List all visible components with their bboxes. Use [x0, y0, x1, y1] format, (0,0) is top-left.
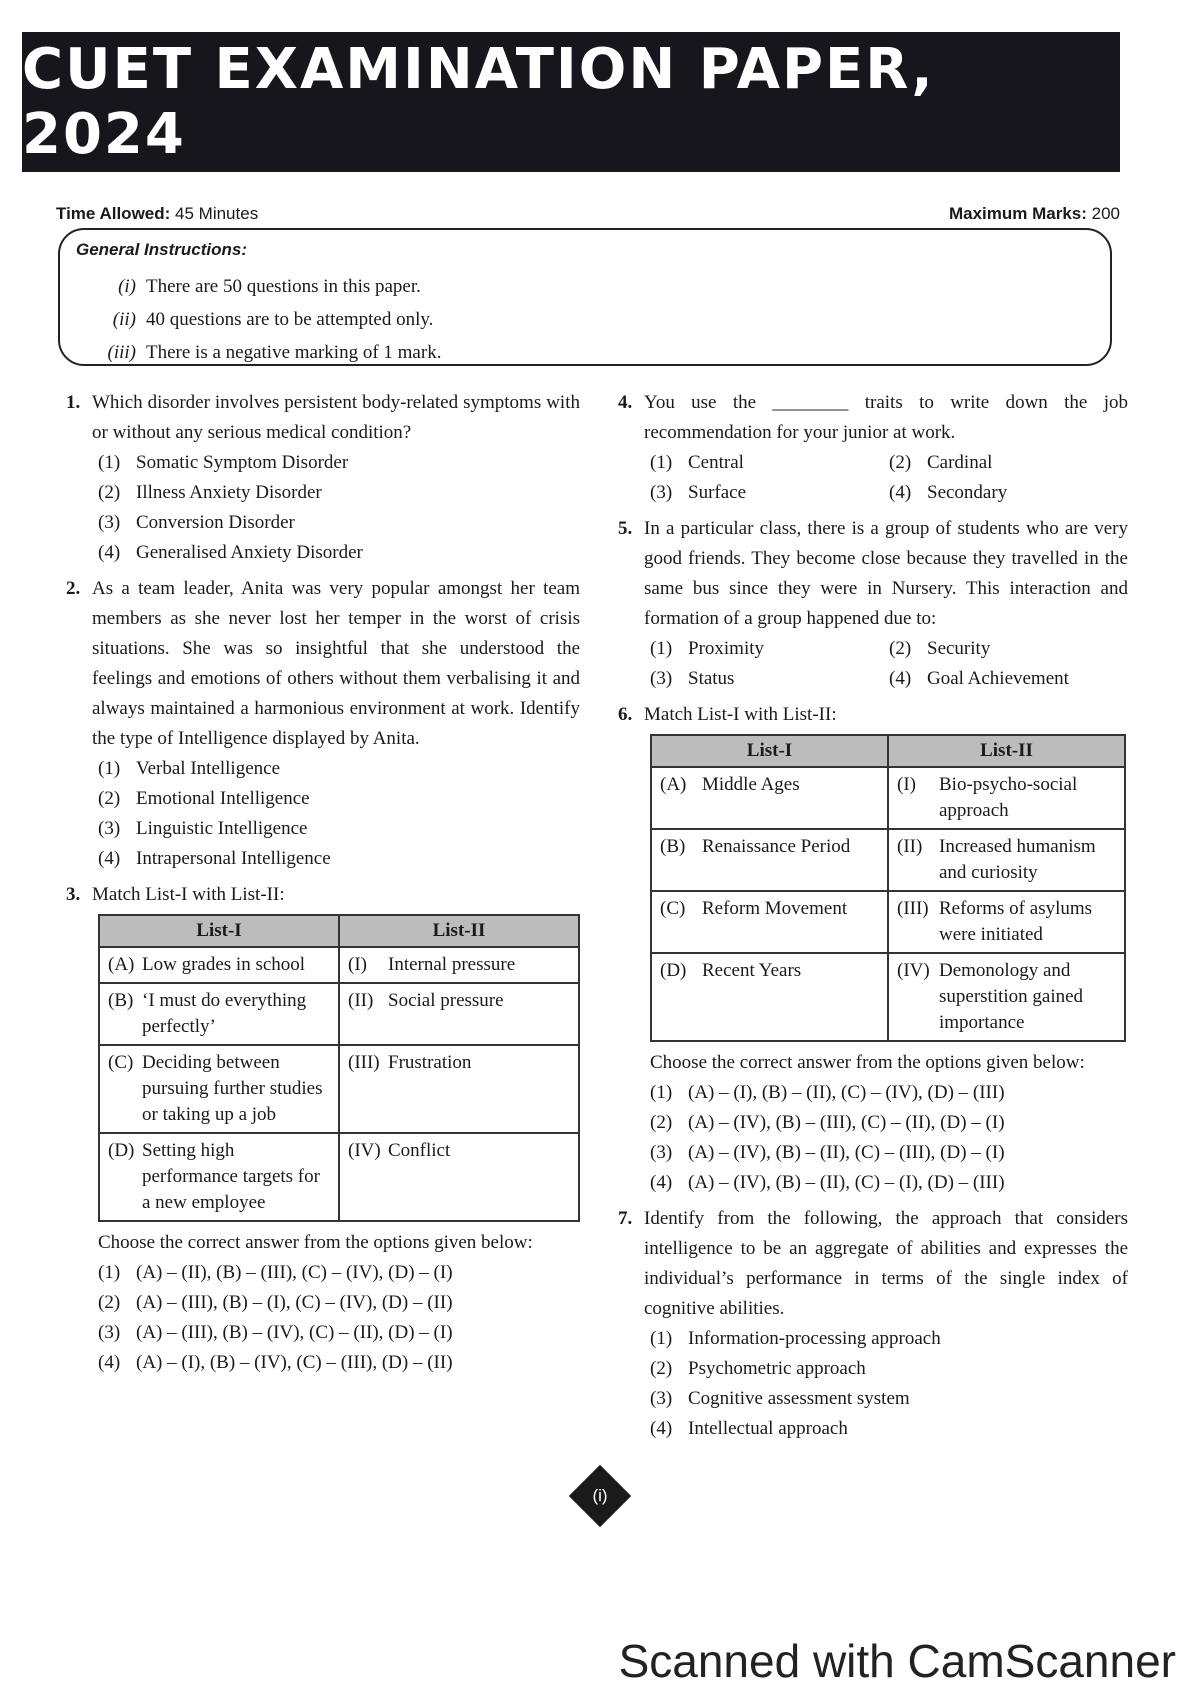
cell-text: Conflict [388, 1140, 451, 1161]
instruction-number: (ii) [112, 309, 136, 330]
general-instructions-box [58, 228, 1112, 366]
cell-label: (A) [660, 774, 687, 795]
cell-label: (I) [348, 954, 367, 975]
option[interactable] [66, 538, 580, 568]
option-number: (2) [98, 482, 121, 503]
table-cell [651, 767, 888, 829]
option-number: (2) [98, 1292, 121, 1313]
page-title: CUET EXAMINATION PAPER, 2024 [22, 37, 935, 167]
instruction-text: There is a negative marking of 1 mark. [146, 342, 442, 363]
option[interactable] [66, 814, 580, 844]
cell-text: Low grades in school [142, 954, 306, 975]
instruction-item [96, 336, 441, 369]
option[interactable] [650, 664, 889, 694]
option-text: (A) – (IV), (B) – (II), (C) – (I), (D) – (III) [688, 1172, 1005, 1193]
option-text: (A) – (I), (B) – (IV), (C) – (III), (D) – (II) [136, 1352, 453, 1373]
table-header-row [99, 915, 579, 947]
time-allowed-value: 45 Minutes [175, 204, 259, 223]
cell-label: (A) [108, 954, 135, 975]
column-header: List-I [651, 735, 888, 767]
cell-label: (B) [108, 990, 134, 1011]
option-text: Central [688, 452, 744, 473]
left-column [66, 388, 580, 1378]
maximum-marks-label: Maximum Marks: [948, 204, 1087, 223]
question-number: 2. [66, 578, 81, 599]
question-text: Which disorder involves persistent body-related symptoms with or without any serious medical condition? [92, 392, 580, 443]
question-number: 3. [66, 884, 81, 905]
option-text: (A) – (III), (B) – (IV), (C) – (II), (D) – (I) [136, 1322, 453, 1343]
option-number: (1) [98, 1262, 121, 1283]
option[interactable] [889, 664, 1128, 694]
question-text: In a particular class, there is a group of students who are very good friends. They become close because they travelled in the same bus since they were in Nursery. This interaction and formation of a group happened due to: [644, 518, 1128, 629]
option[interactable] [889, 478, 1128, 508]
option-text: Intellectual approach [688, 1418, 848, 1439]
option-text: Surface [688, 482, 747, 503]
option-text: Status [688, 668, 735, 689]
cell-label: (III) [897, 898, 929, 919]
cell-text: Frustration [388, 1052, 472, 1073]
time-allowed-label: Time Allowed: [56, 204, 171, 223]
option-text: (A) – (IV), (B) – (III), (C) – (II), (D) – (I) [688, 1112, 1005, 1133]
table-cell [339, 947, 579, 983]
option[interactable] [66, 784, 580, 814]
page-title-banner [22, 32, 1120, 172]
table-row [99, 1133, 579, 1221]
option[interactable] [618, 1108, 1128, 1138]
option[interactable] [66, 1318, 580, 1348]
cell-label: (IV) [897, 960, 930, 981]
cell-text: Demonology and superstition gained importance [939, 960, 1084, 1033]
table-cell [99, 983, 339, 1045]
option-text: Secondary [927, 482, 1008, 503]
question-1 [66, 388, 580, 448]
option[interactable] [66, 508, 580, 538]
table-row [99, 947, 579, 983]
table-row [651, 891, 1125, 953]
option[interactable] [618, 1384, 1128, 1414]
question-text: Identify from the following, the approach that considers intelligence to be an aggregate of abilities and expresses the individual’s performance in terms of the single index of cognitive abilities. [644, 1208, 1128, 1319]
option-text: Generalised Anxiety Disorder [136, 542, 363, 563]
table-cell [99, 1045, 339, 1133]
option-number: (3) [650, 482, 673, 503]
option[interactable] [66, 478, 580, 508]
cell-text: Social pressure [388, 990, 504, 1011]
option[interactable] [66, 1288, 580, 1318]
option-text: (A) – (I), (B) – (II), (C) – (IV), (D) – (III) [688, 1082, 1005, 1103]
option-text: Cardinal [927, 452, 993, 473]
option[interactable] [650, 478, 889, 508]
instruction-text: 40 questions are to be attempted only. [146, 309, 434, 330]
option-number: (4) [889, 482, 912, 503]
question-7 [618, 1204, 1128, 1324]
option[interactable] [618, 1354, 1128, 1384]
option-number: (4) [889, 668, 912, 689]
option-number: (2) [889, 452, 912, 473]
option[interactable] [618, 1324, 1128, 1354]
option-text: (A) – (IV), (B) – (II), (C) – (III), (D) – (I) [688, 1142, 1005, 1163]
cell-text: Setting high performance targets for a new employee [142, 1140, 320, 1213]
options-grid [618, 448, 1128, 508]
table-cell [651, 891, 888, 953]
table-row [99, 983, 579, 1045]
question-2 [66, 574, 580, 754]
cell-label: (IV) [348, 1140, 381, 1161]
option-number: (4) [650, 1418, 673, 1439]
column-header: List-II [888, 735, 1125, 767]
option-number: (4) [650, 1172, 673, 1193]
table-cell [339, 1045, 579, 1133]
option-text: Somatic Symptom Disorder [136, 452, 349, 473]
cell-text: ‘I must do everything perfectly’ [142, 990, 307, 1037]
choose-instruction: Choose the correct answer from the options given below: [98, 1232, 533, 1253]
options-grid [618, 634, 1128, 694]
option-number: (4) [98, 848, 121, 869]
table-row [651, 767, 1125, 829]
cell-label: (D) [660, 960, 687, 981]
option[interactable] [618, 1078, 1128, 1108]
table-cell [651, 953, 888, 1041]
cell-label: (D) [108, 1140, 135, 1161]
cell-text: Internal pressure [388, 954, 516, 975]
option-text: (A) – (III), (B) – (I), (C) – (IV), (D) – (II) [136, 1292, 453, 1313]
option-text: Conversion Disorder [136, 512, 295, 533]
right-column [618, 388, 1128, 1444]
option-number: (3) [98, 818, 121, 839]
question-text: Match List-I with List-II: [92, 884, 285, 905]
option-text: Goal Achievement [927, 668, 1069, 689]
table-cell [339, 1133, 579, 1221]
table-row [651, 829, 1125, 891]
option-number: (2) [98, 788, 121, 809]
cell-text: Renaissance Period [702, 836, 851, 857]
option[interactable] [650, 634, 889, 664]
table-cell [888, 953, 1125, 1041]
option[interactable] [618, 1414, 1128, 1444]
cell-label: (II) [348, 990, 374, 1011]
cell-label: (II) [897, 836, 923, 857]
option-text: Verbal Intelligence [136, 758, 281, 779]
cell-text: Deciding between pursuing further studies or taking up a job [142, 1052, 323, 1125]
option[interactable] [618, 1138, 1128, 1168]
option[interactable] [66, 1258, 580, 1288]
option-number: (3) [650, 1142, 673, 1163]
option-text: Illness Anxiety Disorder [136, 482, 322, 503]
question-number: 5. [618, 518, 633, 539]
instruction-number: (iii) [107, 342, 136, 363]
question-text: As a team leader, Anita was very popular amongst her team members as she never lost her temper in the worst of crisis situations. She was so insightful that she understood the feelings and emotions of others without them verbalising it and always maintained a harmonious environment at work. Identify the type of Intelligence displayed by Anita. [92, 578, 580, 749]
table-cell [888, 767, 1125, 829]
instruction-item [96, 303, 441, 336]
question-number: 1. [66, 392, 81, 413]
instruction-item [96, 270, 441, 303]
page-number: (i) [592, 1486, 608, 1505]
question-5 [618, 514, 1128, 634]
option[interactable] [66, 448, 580, 478]
cell-text: Increased humanism and curiosity [939, 836, 1096, 883]
cell-label: (III) [348, 1052, 380, 1073]
option[interactable] [66, 754, 580, 784]
option-text: Security [927, 638, 991, 659]
instructions-list [96, 270, 441, 369]
option-number: (4) [98, 542, 121, 563]
option-text: Linguistic Intelligence [136, 818, 308, 839]
table-cell [99, 1133, 339, 1221]
option-text: Emotional Intelligence [136, 788, 310, 809]
option[interactable] [650, 448, 889, 478]
option-number: (3) [98, 1322, 121, 1343]
option-text: Intrapersonal Intelligence [136, 848, 331, 869]
maximum-marks-value: 200 [1091, 204, 1120, 223]
column-header: List-I [99, 915, 339, 947]
question-text: You use the ________ traits to write down the job recommendation for your junior at work. [644, 392, 1128, 443]
choose-instruction: Choose the correct answer from the options given below: [650, 1052, 1085, 1073]
question-number: 6. [618, 704, 633, 725]
table-row [99, 1045, 579, 1133]
option-number: (2) [889, 638, 912, 659]
cell-text: Middle Ages [702, 774, 800, 795]
option-number: (1) [650, 638, 673, 659]
match-table-q3 [98, 914, 580, 1222]
option-number: (1) [650, 452, 673, 473]
option-text: Proximity [688, 638, 765, 659]
option-text: Cognitive assessment system [688, 1388, 910, 1409]
option-text: (A) – (II), (B) – (III), (C) – (IV), (D) – (I) [136, 1262, 453, 1283]
scanner-watermark: Scanned with CamScanner [618, 1635, 1176, 1687]
question-number: 7. [618, 1208, 633, 1229]
option-number: (3) [650, 1388, 673, 1409]
option-number: (3) [98, 512, 121, 533]
option[interactable] [66, 1348, 580, 1378]
question-number: 4. [618, 392, 633, 413]
instruction-number: (i) [118, 276, 136, 297]
cell-text: Recent Years [702, 960, 802, 981]
cell-label: (I) [897, 774, 916, 795]
cell-text: Reform Movement [702, 898, 848, 919]
table-cell [339, 983, 579, 1045]
option-number: (1) [650, 1328, 673, 1349]
option-number: (1) [650, 1082, 673, 1103]
table-cell [888, 829, 1125, 891]
question-6 [618, 700, 1128, 730]
question-text: Match List-I with List-II: [644, 704, 837, 725]
option-text: Information-processing approach [688, 1328, 941, 1349]
table-cell [651, 829, 888, 891]
option-number: (4) [98, 1352, 121, 1373]
question-4 [618, 388, 1128, 448]
option[interactable] [889, 634, 1128, 664]
option[interactable] [618, 1168, 1128, 1198]
option-number: (2) [650, 1358, 673, 1379]
option-number: (3) [650, 668, 673, 689]
option-number: (2) [650, 1112, 673, 1133]
cell-text: Bio-psycho-social approach [939, 774, 1078, 821]
option-number: (1) [98, 452, 121, 473]
instruction-text: There are 50 questions in this paper. [146, 276, 421, 297]
cell-text: Reforms of asylums were initiated [939, 898, 1093, 945]
match-table-q6 [650, 734, 1126, 1042]
option[interactable] [66, 844, 580, 874]
cell-label: (C) [108, 1052, 134, 1073]
time-allowed [56, 204, 258, 224]
table-header-row [651, 735, 1125, 767]
column-header: List-II [339, 915, 579, 947]
option-text: Psychometric approach [688, 1358, 866, 1379]
instructions-title: General Instructions: [76, 240, 247, 259]
cell-label: (B) [660, 836, 686, 857]
table-cell [888, 891, 1125, 953]
table-row [651, 953, 1125, 1041]
table-cell [99, 947, 339, 983]
maximum-marks [949, 204, 1120, 224]
option[interactable] [889, 448, 1128, 478]
question-3 [66, 880, 580, 910]
option-number: (1) [98, 758, 121, 779]
cell-label: (C) [660, 898, 686, 919]
